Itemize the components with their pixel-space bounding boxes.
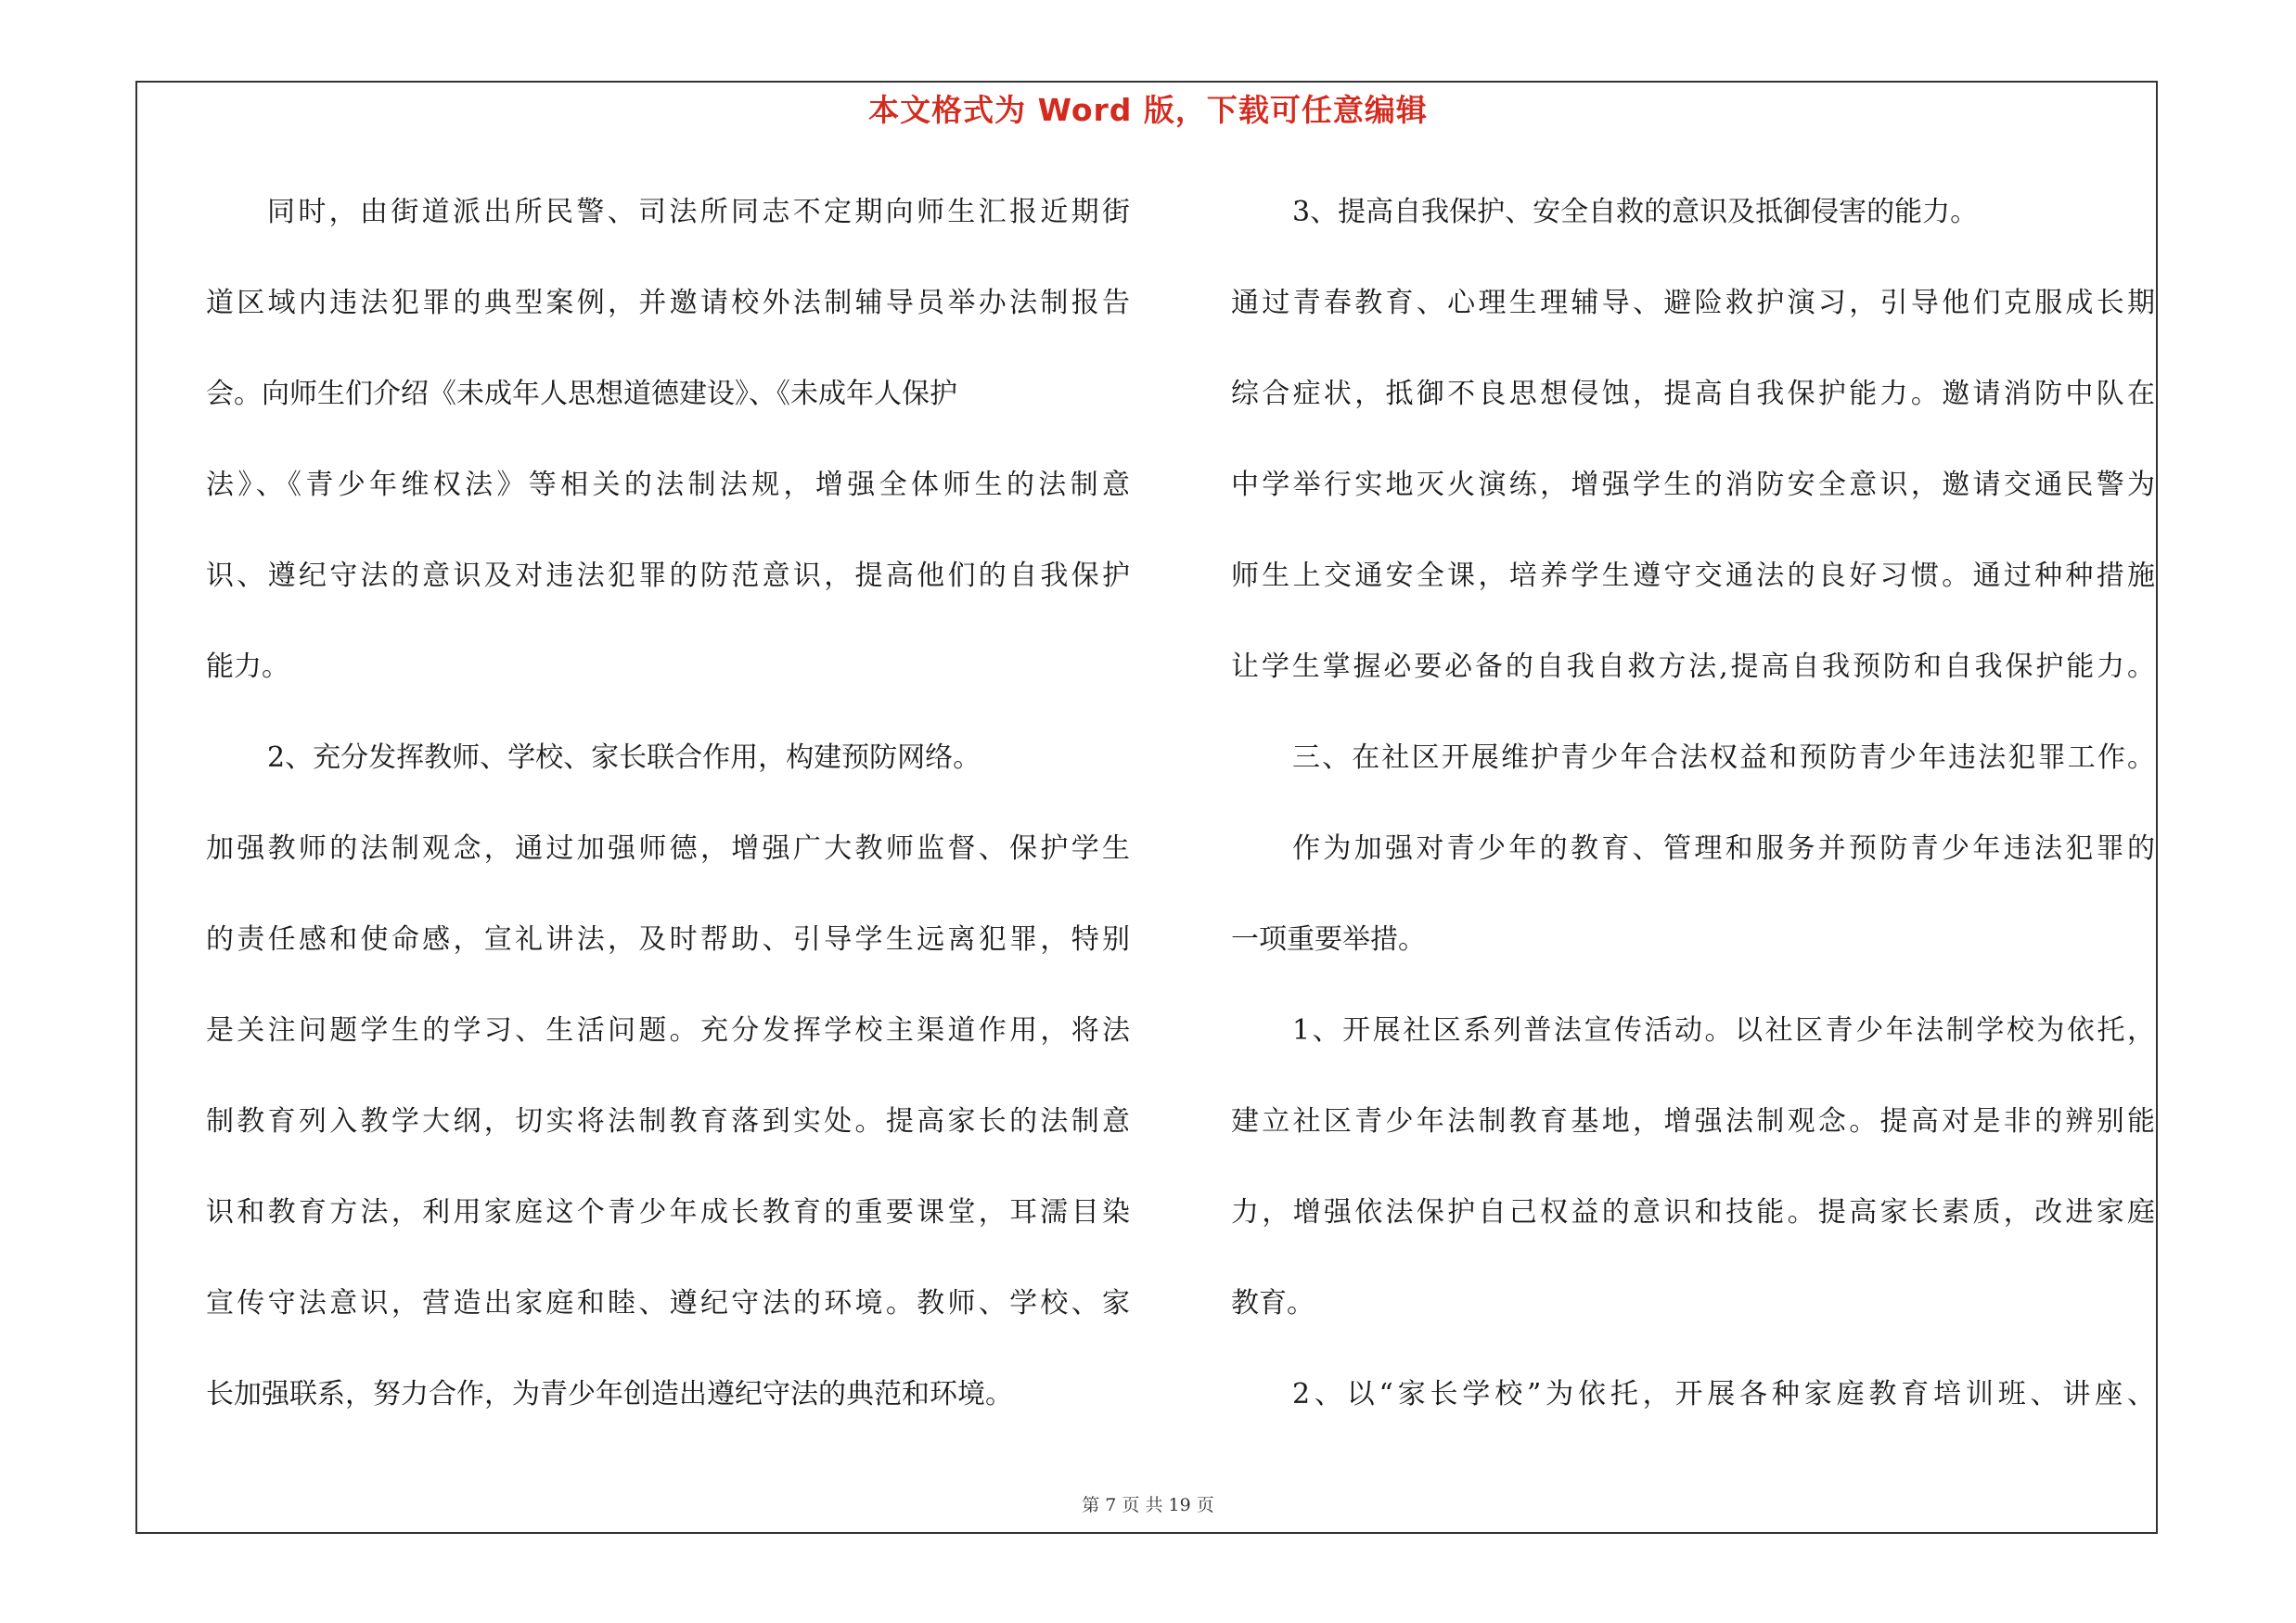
left-column (206, 182, 1130, 1455)
text-line: 会。向师生们介绍《未成年人思想道德建设》、《未成年人保护 (206, 378, 957, 410)
text-line: 师生上交通安全课，培养学生遵守交通法的良好习惯。通过种种措施 (1231, 560, 2155, 592)
page-number: 第 7 页 共 19 页 (1082, 1495, 1214, 1515)
text-line: 1、开展社区系列普法宣传活动。以社区青少年法制学校为依托， (1292, 1014, 2155, 1047)
text-line: 中学举行实地灭火演练，增强学生的消防安全意识，邀请交通民警为 (1231, 469, 2155, 501)
right-column (1231, 182, 2155, 1455)
text-line: 制教育列入教学大纲，切实将法制教育落到实处。提高家长的法制意 (206, 1105, 1130, 1138)
text-line: 是关注问题学生的学习、生活问题。充分发挥学校主渠道作用，将法 (206, 1014, 1130, 1047)
text-line: 3、提高自我保护、安全自救的意识及抵御侵害的能力。 (1292, 196, 1979, 228)
text-line: 建立社区青少年法制教育基地，增强法制观念。提高对是非的辨别能 (1231, 1105, 2155, 1138)
text-line: 通过青春教育、心理生理辅导、避险救护演习，引导他们克服成长期 (1231, 287, 2155, 319)
text-line: 力，增强依法保护自己权益的意识和技能。提高家长素质，改进家庭 (1231, 1196, 2155, 1229)
text-line: 2、充分发挥教师、学校、家长联合作用，构建预防网络。 (267, 741, 981, 774)
text-line: 教育。 (1231, 1287, 1315, 1320)
text-line: 一项重要举措。 (1231, 923, 1426, 956)
text-line: 加强教师的法制观念，通过加强师德，增强广大教师监督、保护学生 (206, 832, 1130, 865)
text-line: 能力。 (206, 650, 289, 683)
text-line: 识和教育方法，利用家庭这个青少年成长教育的重要课堂，耳濡目染 (206, 1196, 1130, 1229)
text-line: 宣传守法意识，营造出家庭和睦、遵纪守法的环境。教师、学校、家 (206, 1287, 1130, 1320)
text-line: 的责任感和使命感，宣礼讲法，及时帮助、引导学生远离犯罪，特别 (206, 923, 1130, 956)
text-line: 三、在社区开展维护青少年合法权益和预防青少年违法犯罪工作。 (1292, 741, 2155, 774)
text-line: 法》、《青少年维权法》等相关的法制法规，增强全体师生的法制意 (206, 469, 1130, 501)
text-line: 作为加强对青少年的教育、管理和服务并预防青少年违法犯罪的 (1292, 832, 2155, 865)
text-line: 2、以“家长学校”为依托，开展各种家庭教育培训班、讲座、 (1292, 1378, 2155, 1410)
text-line: 长加强联系，努力合作，为青少年创造出遵纪守法的典范和环境。 (206, 1378, 1013, 1410)
text-line: 让学生掌握必要必备的自我自救方法,提高自我预防和自我保护能力。 (1231, 650, 2155, 683)
format-banner: 本文格式为 Word 版，下载可任意编辑 (868, 92, 1428, 128)
text-line: 综合症状，抵御不良思想侵蚀，提高自我保护能力。邀请消防中队在 (1231, 378, 2155, 410)
text-line: 道区域内违法犯罪的典型案例，并邀请校外法制辅导员举办法制报告 (206, 287, 1130, 319)
text-line: 识、遵纪守法的意识及对违法犯罪的防范意识，提高他们的自我保护 (206, 560, 1130, 592)
text-line: 同时，由街道派出所民警、司法所同志不定期向师生汇报近期街 (267, 196, 1130, 228)
